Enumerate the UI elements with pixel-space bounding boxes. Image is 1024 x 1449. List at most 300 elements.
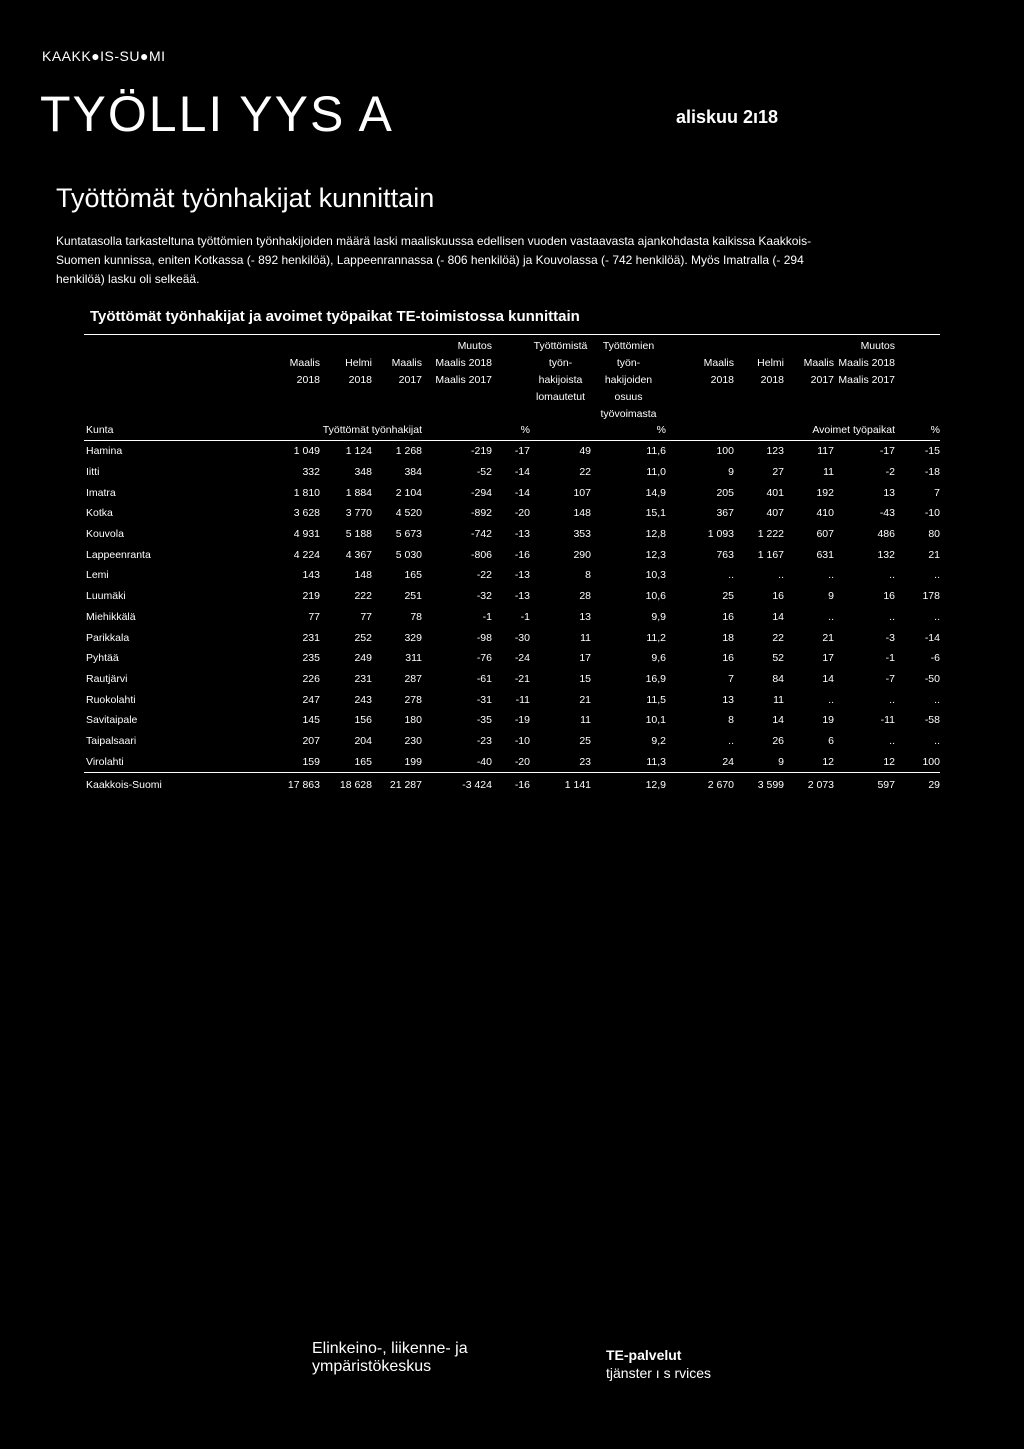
table-cell: 148 xyxy=(573,507,591,520)
municipality-name: Kotka xyxy=(86,507,113,520)
table-cell: 290 xyxy=(573,548,591,561)
column-header-cell xyxy=(84,369,274,386)
municipality-name: Virolahti xyxy=(86,755,124,768)
table-cell: 165 xyxy=(354,755,372,768)
table-cell: 17 xyxy=(579,652,591,665)
column-header-cell: työn- xyxy=(548,357,573,369)
table-cell: 192 xyxy=(816,486,834,499)
table-header xyxy=(84,335,940,441)
table-cell: 29 xyxy=(895,773,940,798)
table-cell: 21 xyxy=(822,631,834,644)
table-cell: 24 xyxy=(722,755,734,768)
table-cell: -892 xyxy=(470,507,492,520)
municipality-name: Iitti xyxy=(86,466,100,479)
table-cell: 11,3 xyxy=(646,755,666,768)
municipality-name: Savitaipale xyxy=(86,714,138,727)
group-header-row xyxy=(84,420,940,441)
column-header-cell: hakijoista xyxy=(538,374,583,386)
table-cell: 21 xyxy=(928,548,940,561)
column-header-cell: Maalis xyxy=(803,357,834,369)
column-header-cell: 2018 xyxy=(760,374,784,386)
table-cell: 28 xyxy=(579,590,591,603)
table-cell: .. xyxy=(828,569,834,582)
table-cell: 178 xyxy=(922,590,940,603)
column-header-cell xyxy=(84,403,274,420)
table-cell: 204 xyxy=(354,734,372,747)
table-cell: -10 xyxy=(514,734,530,747)
table-cell: -14 xyxy=(514,486,530,499)
table-cell: 80 xyxy=(928,528,940,541)
table-cell: 159 xyxy=(302,755,320,768)
table-cell: 9 xyxy=(728,466,734,479)
column-header-cell xyxy=(492,335,530,353)
table-cell: -219 xyxy=(470,445,492,458)
table-cell: -18 xyxy=(924,466,940,479)
column-header-cell: osuus xyxy=(614,391,643,403)
table-row xyxy=(84,669,940,690)
table-cell: 11,0 xyxy=(646,466,666,479)
table-cell: 7 xyxy=(934,486,940,499)
table-cell: -50 xyxy=(924,672,940,685)
column-header-cell: Muutos xyxy=(422,335,492,353)
table-cell: 10,3 xyxy=(645,569,666,582)
table-row xyxy=(84,607,940,628)
table-cell: -13 xyxy=(514,569,530,582)
table-cell: 21 287 xyxy=(372,773,422,798)
table-cell: 11 xyxy=(580,631,591,644)
table-cell: .. xyxy=(934,569,940,582)
column-header-cell: 2017 xyxy=(398,374,422,386)
table-row xyxy=(84,482,940,503)
table-cell: .. xyxy=(828,610,834,623)
group-header-pct-share: % xyxy=(591,420,666,441)
column-header-cell xyxy=(895,369,940,386)
table-cell: 14,9 xyxy=(645,486,666,499)
table-cell: 117 xyxy=(817,445,834,458)
table-cell: 11,2 xyxy=(646,631,666,644)
report-period: aliskuu 2ı18 xyxy=(676,107,779,127)
table-cell: 4 931 xyxy=(293,528,320,541)
column-header-cell xyxy=(84,352,274,369)
table-cell: -24 xyxy=(514,652,530,665)
table-cell: -1 xyxy=(482,610,492,623)
group-header-pct-change: % xyxy=(492,420,530,441)
table-cell: 10,6 xyxy=(645,590,666,603)
table-cell: -16 xyxy=(514,548,530,561)
table-cell: 180 xyxy=(404,714,422,727)
municipality-name: Parikkala xyxy=(86,631,130,644)
table-cell: .. xyxy=(889,734,895,747)
table-cell: 332 xyxy=(302,466,320,479)
table-cell: 1 222 xyxy=(757,528,784,541)
table-cell: 12,8 xyxy=(645,528,666,541)
column-header-cell: Työttömien xyxy=(591,335,666,353)
column-header-cell xyxy=(784,386,834,403)
municipality-table xyxy=(84,334,940,797)
table-cell: 9 xyxy=(778,755,784,768)
column-header-cell: Helmi xyxy=(345,357,372,369)
table-cell: 597 xyxy=(834,773,895,798)
table-cell: 5 673 xyxy=(395,528,422,541)
column-header-cell: Maalis xyxy=(703,357,734,369)
column-header-cell xyxy=(492,403,530,420)
table-cell: 199 xyxy=(404,755,422,768)
table-total-row xyxy=(84,773,940,798)
column-header-cell xyxy=(422,386,492,403)
column-header-cell xyxy=(320,335,372,353)
table-cell: 2 670 xyxy=(666,773,734,798)
column-header-cell: työn- xyxy=(616,357,641,369)
column-header-cell xyxy=(666,403,734,420)
column-header-cell: lomautetut xyxy=(535,391,586,403)
table-cell: 15 xyxy=(579,672,591,685)
table-cell: -6 xyxy=(930,652,940,665)
table-cell: 16 xyxy=(722,652,734,665)
table-cell: 9,6 xyxy=(651,652,666,665)
column-header-cell xyxy=(784,335,834,353)
column-header-cell xyxy=(666,335,734,353)
table-cell: 353 xyxy=(573,528,591,541)
table-cell: -20 xyxy=(514,507,530,520)
column-header-cell: Maalis 2017 xyxy=(838,374,895,386)
table-cell: 8 xyxy=(728,714,734,727)
table-cell: -40 xyxy=(476,755,492,768)
table-cell: 16 xyxy=(722,610,734,623)
table-cell: -14 xyxy=(924,631,940,644)
table-row xyxy=(84,627,940,648)
table-row xyxy=(84,710,940,731)
table-row xyxy=(84,565,940,586)
table-cell: 26 xyxy=(772,734,784,747)
table-cell: -742 xyxy=(470,528,492,541)
table-cell: 9 xyxy=(828,590,834,603)
column-header-cell: Maalis 2018 xyxy=(838,357,895,369)
table-cell: 16,9 xyxy=(645,672,666,685)
table-cell: 148 xyxy=(354,569,372,582)
table-cell: -19 xyxy=(514,714,530,727)
table-cell: 16 xyxy=(883,590,895,603)
table-cell: 329 xyxy=(404,631,422,644)
table-cell: 348 xyxy=(354,466,372,479)
table-cell: 251 xyxy=(404,590,422,603)
column-header-cell: 2017 xyxy=(810,374,834,386)
column-header-cell: työvoimasta xyxy=(600,408,657,420)
table-cell: 1 810 xyxy=(293,486,320,499)
table-cell: 231 xyxy=(354,672,372,685)
table-cell: -17 xyxy=(879,445,895,458)
column-header-cell: Muutos xyxy=(834,335,895,353)
column-header-cell xyxy=(530,403,591,420)
table-cell: 14 xyxy=(772,610,784,623)
table-cell: .. xyxy=(728,734,734,747)
table-cell: 5 188 xyxy=(345,528,372,541)
table-cell: 13 xyxy=(579,610,591,623)
table-row xyxy=(84,503,940,524)
table-cell: 16 xyxy=(772,590,784,603)
table-cell: 3 770 xyxy=(345,507,372,520)
table-cell: -10 xyxy=(924,507,940,520)
table-cell: 5 030 xyxy=(395,548,422,561)
column-header-cell xyxy=(895,352,940,369)
table-cell: 6 xyxy=(828,734,834,747)
table-cell: 252 xyxy=(354,631,372,644)
table-cell: 607 xyxy=(816,528,834,541)
table-cell: 13 xyxy=(883,486,895,499)
table-cell: -11 xyxy=(880,714,895,727)
column-header-cell xyxy=(895,386,940,403)
table-cell: -3 xyxy=(885,631,895,644)
table-cell: 4 520 xyxy=(395,507,422,520)
table-cell: -11 xyxy=(515,693,530,706)
column-header-cell xyxy=(895,335,940,353)
table-cell: 1 093 xyxy=(707,528,734,541)
table-cell: 2 073 xyxy=(784,773,834,798)
table-cell: 19 xyxy=(822,714,834,727)
column-header-cell xyxy=(274,335,320,353)
table-cell: 243 xyxy=(354,693,372,706)
column-header-cell xyxy=(372,335,422,353)
table-cell: 14 xyxy=(822,672,834,685)
table-cell: 77 xyxy=(308,610,320,623)
municipality-name: Rautjärvi xyxy=(86,672,128,685)
column-header-cell: Maalis xyxy=(391,357,422,369)
ely-logo-line2: ympäristökeskus xyxy=(312,1358,432,1375)
table-cell: .. xyxy=(828,693,834,706)
column-header-cell: Maalis 2017 xyxy=(435,374,492,386)
table-cell: -61 xyxy=(476,672,492,685)
table-cell: 100 xyxy=(922,755,940,768)
table-cell: 222 xyxy=(354,590,372,603)
table-cell: 25 xyxy=(579,734,591,747)
table-cell: 22 xyxy=(772,631,784,644)
table-cell: .. xyxy=(889,610,895,623)
table-row xyxy=(84,648,940,669)
municipality-name: Miehikkälä xyxy=(86,610,136,623)
table-cell: -1 xyxy=(520,610,530,623)
column-header-row xyxy=(84,352,940,369)
table-cell: 11 xyxy=(823,466,834,479)
table-cell: -32 xyxy=(476,590,492,603)
table-row xyxy=(84,544,940,565)
table-cell: 9,9 xyxy=(651,610,666,623)
group-header-unemployed: Työttömät työnhakijat xyxy=(274,420,422,441)
table-cell: .. xyxy=(934,610,940,623)
column-header-cell xyxy=(734,386,784,403)
table-cell: 1 141 xyxy=(530,773,591,798)
table-cell: 23 xyxy=(579,755,591,768)
column-header-cell: Helmi xyxy=(757,357,784,369)
table-cell: 226 xyxy=(302,672,320,685)
column-header-cell xyxy=(422,403,492,420)
te-services-logo xyxy=(606,1346,711,1382)
table-cell: -30 xyxy=(514,631,530,644)
table-cell: 4 367 xyxy=(345,548,372,561)
table-cell: -7 xyxy=(885,672,895,685)
table-cell: 15,1 xyxy=(645,507,666,520)
table-cell: -16 xyxy=(492,773,530,798)
table-cell: 49 xyxy=(579,445,591,458)
municipality-name: Lappeenranta xyxy=(86,548,151,561)
table-cell: 107 xyxy=(573,486,591,499)
column-header-cell xyxy=(492,386,530,403)
column-header-cell xyxy=(492,369,530,386)
table-cell: 3 599 xyxy=(734,773,784,798)
municipality-name: Pyhtää xyxy=(86,652,119,665)
column-header-cell xyxy=(834,386,895,403)
table-cell: 2 104 xyxy=(395,486,422,499)
table-cell: 631 xyxy=(816,548,834,561)
column-header-cell xyxy=(734,335,784,353)
table-cell: -22 xyxy=(476,569,492,582)
column-header-cell xyxy=(372,386,422,403)
column-header-cell xyxy=(734,403,784,420)
column-header-cell xyxy=(834,403,895,420)
table-body xyxy=(84,441,940,798)
municipality-name: Kouvola xyxy=(86,528,124,541)
table-cell: 165 xyxy=(404,569,422,582)
table-cell: 18 xyxy=(722,631,734,644)
municipality-name: Kaakkois-Suomi xyxy=(84,773,274,798)
ely-centre-logo xyxy=(312,1340,468,1376)
table-cell: 78 xyxy=(410,610,422,623)
column-header-row xyxy=(84,386,940,403)
table-cell: 18 628 xyxy=(320,773,372,798)
column-header-row xyxy=(84,335,940,353)
table-cell: -2 xyxy=(885,466,895,479)
table-cell: 249 xyxy=(354,652,372,665)
column-header-cell: hakijoiden xyxy=(604,374,653,386)
table-row xyxy=(84,524,940,545)
table-cell: 219 xyxy=(302,590,320,603)
column-header-cell xyxy=(492,352,530,369)
table-cell: 13 xyxy=(722,693,734,706)
municipality-table-container xyxy=(84,334,940,797)
table-cell: 12,9 xyxy=(591,773,666,798)
column-header-cell xyxy=(895,403,940,420)
table-cell: 123 xyxy=(766,445,784,458)
table-cell: 407 xyxy=(766,507,784,520)
column-header-cell: 2018 xyxy=(710,374,734,386)
table-cell: 132 xyxy=(877,548,895,561)
group-header-kunta: Kunta xyxy=(84,420,274,441)
table-cell: 763 xyxy=(716,548,734,561)
column-header-row xyxy=(84,403,940,420)
te-logo-line2: tjänster ı s rvices xyxy=(606,1365,712,1381)
table-cell: .. xyxy=(889,693,895,706)
column-header-cell: Maalis xyxy=(289,357,320,369)
te-logo-line1: TE-palvelut xyxy=(606,1347,682,1363)
table-cell: 247 xyxy=(302,693,320,706)
table-cell: 1 049 xyxy=(293,445,320,458)
table-cell: 156 xyxy=(354,714,372,727)
table-cell: 230 xyxy=(404,734,422,747)
column-header-cell xyxy=(784,403,834,420)
table-cell: 235 xyxy=(302,652,320,665)
table-cell: 287 xyxy=(404,672,422,685)
table-cell: 52 xyxy=(772,652,784,665)
table-cell: .. xyxy=(889,569,895,582)
table-cell: 207 xyxy=(302,734,320,747)
page-title: TYÖLLI YYS A xyxy=(40,86,394,142)
table-cell: 231 xyxy=(302,631,320,644)
municipality-name: Lemi xyxy=(86,569,109,582)
table-cell: -58 xyxy=(924,714,940,727)
table-cell: 84 xyxy=(772,672,784,685)
table-cell: 11,6 xyxy=(646,445,666,458)
table-cell: 21 xyxy=(579,693,591,706)
table-cell: 205 xyxy=(716,486,734,499)
table-cell: 145 xyxy=(302,714,320,727)
table-cell: 278 xyxy=(404,693,422,706)
column-header-cell xyxy=(84,335,274,353)
column-header-cell: Maalis 2018 xyxy=(435,357,492,369)
table-cell: 410 xyxy=(816,507,834,520)
table-cell: 1 167 xyxy=(757,548,784,561)
municipality-name: Luumäki xyxy=(86,590,126,603)
table-cell: 1 884 xyxy=(345,486,372,499)
table-cell: 17 xyxy=(822,652,834,665)
table-cell: -13 xyxy=(514,590,530,603)
column-header-row xyxy=(84,369,940,386)
table-cell: -21 xyxy=(514,672,530,685)
table-cell: 367 xyxy=(716,507,734,520)
intro-paragraph: Kuntatasolla tarkasteltuna työttömien työnhakijoiden määrä laski maaliskuussa edellisen vuoden vastaavasta ajankohdasta kaikissa Kaakkois-Suomen kunnissa, eniten Kotkassa (- 892 henkilöä), Lappeenrannassa (- 806 henkilöä) ja Kouvolassa (- 742 henkilöä). Myös Imatralla (- 294 henkilöä) lasku oli selkeää. xyxy=(56,234,812,286)
table-cell: 27 xyxy=(772,466,784,479)
table-cell: 12,3 xyxy=(645,548,666,561)
column-header-cell xyxy=(320,386,372,403)
municipality-name: Imatra xyxy=(86,486,116,499)
column-header-cell: 2018 xyxy=(296,374,320,386)
table-cell: 12 xyxy=(883,755,895,768)
table-row xyxy=(84,731,940,752)
table-cell: 7 xyxy=(728,672,734,685)
table-cell: 384 xyxy=(404,466,422,479)
table-cell: 14 xyxy=(772,714,784,727)
table-cell: -13 xyxy=(514,528,530,541)
group-header-pct-vacancies: % xyxy=(895,420,940,441)
table-row xyxy=(84,586,940,607)
table-cell: 25 xyxy=(722,590,734,603)
column-header-cell xyxy=(274,403,320,420)
table-cell: -806 xyxy=(470,548,492,561)
table-cell: 100 xyxy=(716,445,734,458)
table-cell: -1 xyxy=(885,652,895,665)
table-cell: 12 xyxy=(822,755,834,768)
table-row xyxy=(84,441,940,462)
table-cell: -43 xyxy=(879,507,895,520)
table-cell: 1 124 xyxy=(345,445,372,458)
table-row xyxy=(84,462,940,483)
column-header-cell xyxy=(666,386,734,403)
table-cell: -15 xyxy=(924,445,940,458)
table-cell: -35 xyxy=(476,714,492,727)
table-cell: .. xyxy=(934,734,940,747)
table-cell: -3 424 xyxy=(422,773,492,798)
table-cell: 8 xyxy=(585,569,591,582)
table-cell: 11 xyxy=(773,693,784,706)
table-cell: 11,5 xyxy=(646,693,666,706)
table-cell: 9,2 xyxy=(651,734,666,747)
municipality-name: Taipalsaari xyxy=(86,734,137,747)
group-header-vacancies: Avoimet työpaikat xyxy=(666,420,895,441)
table-cell: .. xyxy=(728,569,734,582)
table-cell: 401 xyxy=(766,486,784,499)
column-header-cell: Työttömistä xyxy=(530,335,591,353)
table-cell: -31 xyxy=(476,693,492,706)
table-cell: 77 xyxy=(360,610,372,623)
section-heading: Työttömät työnhakijat kunnittain xyxy=(56,183,435,213)
table-cell: .. xyxy=(778,569,784,582)
